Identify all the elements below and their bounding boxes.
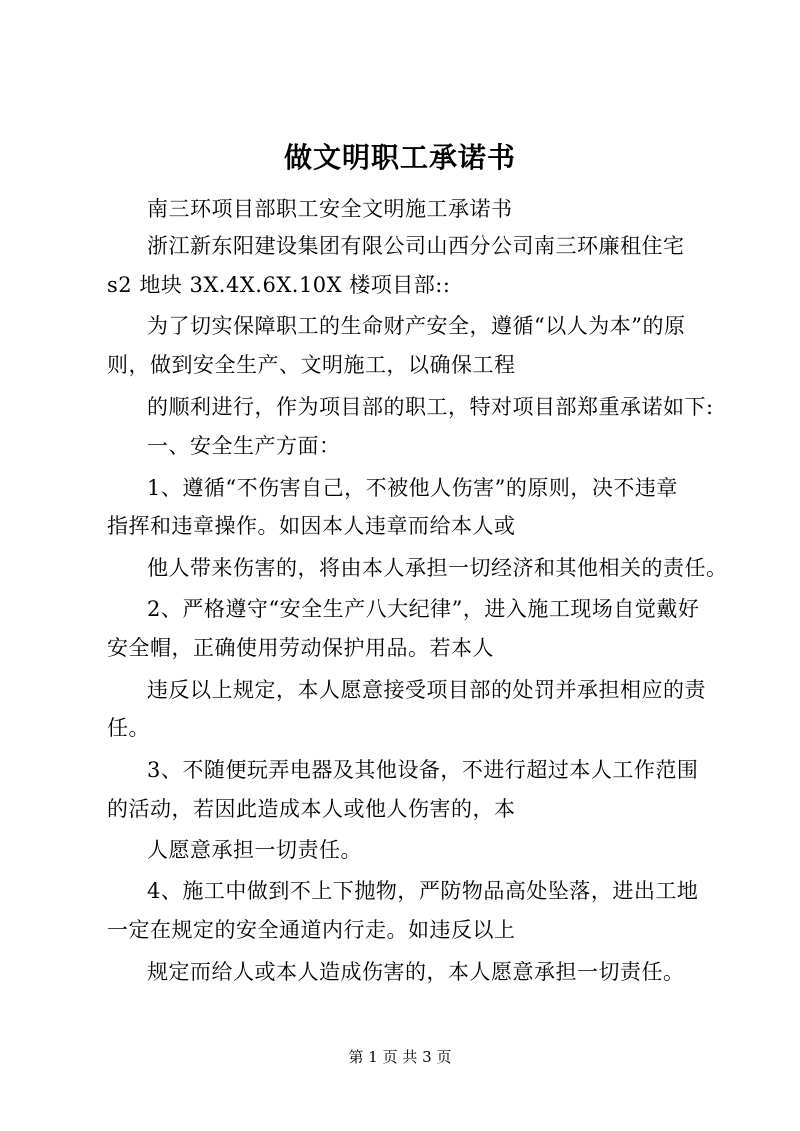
text-line: s2 地块 3X.4X.6X.10X 楼项目部:: <box>107 273 451 297</box>
text-line: 4、施工中做到不上下抛物，严防物品高处坠落，进出工地 <box>147 879 699 903</box>
text-line: 1、遵循“不伤害自己，不被他人伤害”的原则，决不违章 <box>147 476 678 500</box>
page-number-footer: 第 1 页 共 3 页 <box>348 1048 452 1066</box>
text-line: 南三环项目部职工安全文明施工承诺书 <box>147 197 513 221</box>
text-line: 则，做到安全生产、文明施工，以确保工程 <box>107 353 516 377</box>
text-line: 3、不随便玩弄电器及其他设备，不进行超过本人工作范围 <box>147 758 699 782</box>
text-line: 浙江新东阳建设集团有限公司山西分公司南三环廉租住宅 <box>147 234 685 258</box>
text-line: 为了切实保障职工的生命财产安全，遵循“以人为本”的原 <box>147 314 686 338</box>
text-line: 指挥和违章操作。如因本人违章而给本人或 <box>107 514 516 538</box>
document-title: 做文明职工承诺书 <box>283 141 516 174</box>
text-line: 规定而给人或本人造成伤害的，本人愿意承担一切责任。 <box>147 960 685 984</box>
text-line: 一定在规定的安全通道内行走。如违反以上 <box>107 918 516 942</box>
text-line: 2、严格遵守“安全生产八大纪律”，进入施工现场自觉戴好 <box>147 597 700 621</box>
section-heading: 一、安全生产方面： <box>147 434 341 458</box>
text-line: 的顺利进行，作为项目部的职工，特对项目部郑重承诺如下: <box>147 395 714 419</box>
text-line: 安全帽，正确使用劳动保护用品。若本人 <box>107 636 494 660</box>
text-line: 任。 <box>107 716 150 740</box>
text-line: 他人带来伤害的，将由本人承担一切经济和其他相关的责任。 <box>147 556 728 580</box>
text-line: 违反以上规定，本人愿意接受项目部的处罚并承担相应的责 <box>147 678 706 702</box>
text-line: 人愿意承担一切责任。 <box>147 838 362 862</box>
text-line: 的活动，若因此造成本人或他人伤害的，本 <box>107 797 516 821</box>
